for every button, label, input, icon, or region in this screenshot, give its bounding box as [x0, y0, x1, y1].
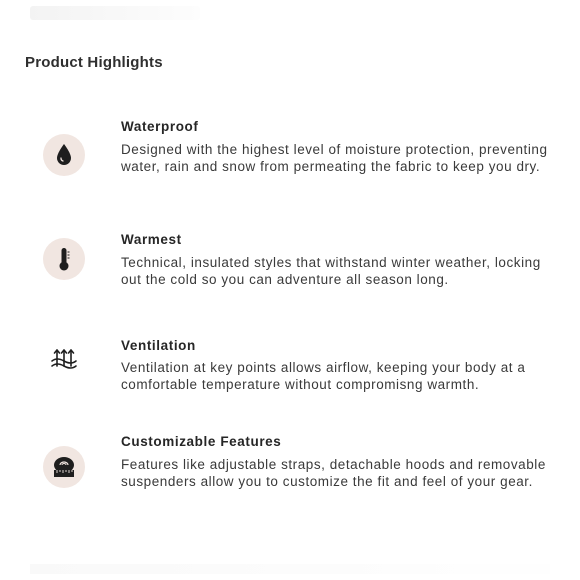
feature-description: Designed with the highest level of moisture protection, preventing water, rain and snow from permeating the fabric to keep you dry.: [121, 142, 548, 174]
airflow-icon: [43, 338, 85, 380]
thermometer-icon: [43, 238, 85, 280]
feature-title: Warmest: [121, 232, 182, 247]
faded-header-remnant: [30, 6, 200, 20]
section-title: Product Highlights: [25, 54, 163, 71]
water-drop-icon: [43, 134, 85, 176]
feature-title: Customizable Features: [121, 434, 282, 449]
faded-footer-remnant: [30, 564, 550, 574]
feature-description: Ventilation at key points allows airflow, keeping your body at a comfortable temperature without compromisng warmth.: [121, 360, 526, 392]
feature-description: Technical, insulated styles that withstand winter weather, locking out the cold so you can adventure all season long.: [121, 255, 541, 287]
feature-title: Waterproof: [121, 119, 199, 134]
feature-title: Ventilation: [121, 338, 196, 353]
measuring-tape-icon: [43, 446, 85, 488]
feature-description: Features like adjustable straps, detachable hoods and removable suspenders allow you to customize the fit and feel of your gear.: [121, 457, 546, 489]
